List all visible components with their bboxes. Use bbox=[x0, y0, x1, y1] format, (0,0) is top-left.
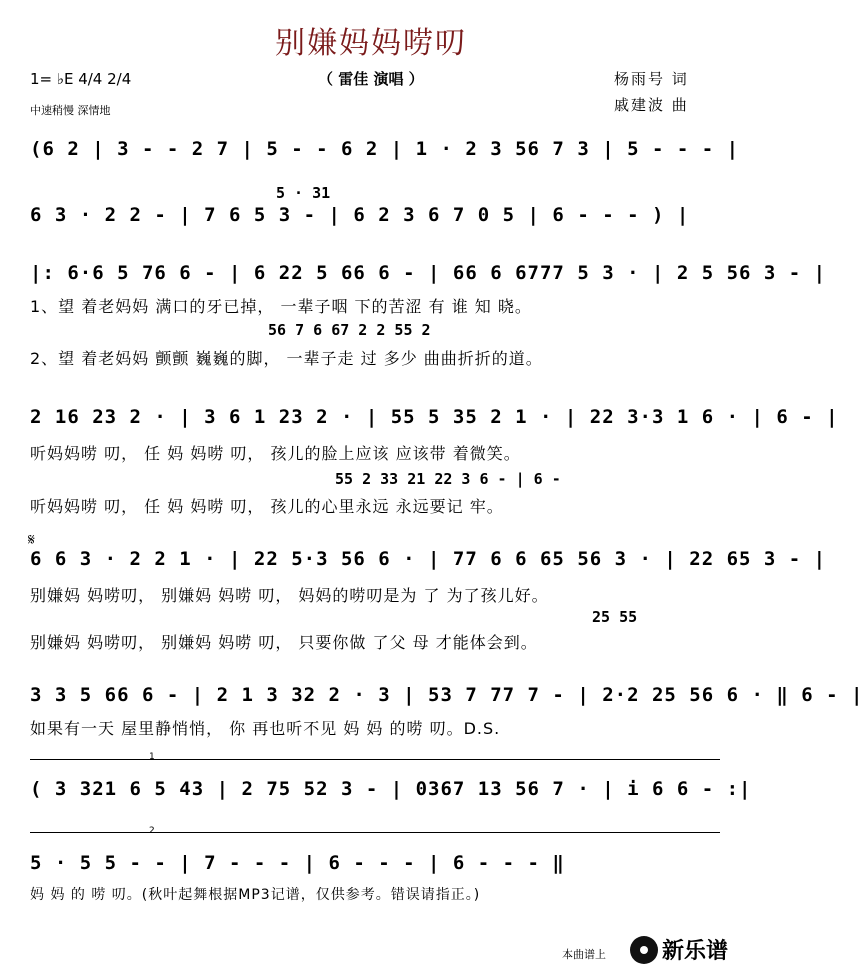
score-line-3: |: 6·6 5 76 6 - | 6 22 5 66 6 - | 66 6 6777 5 3 · | 2 5 56 3 - | bbox=[30, 262, 827, 284]
lyric-line-6: 如果有一天 屋里静悄悄， 你 再也听不见 妈 妈 的唠 叨。D.S. bbox=[30, 719, 501, 738]
lyric-line-3-verse-2: 2、望 着老妈妈 颤颤 巍巍的脚， 一辈子走 过 多少 曲曲折折的道。 bbox=[30, 349, 543, 368]
score-line-4-verse-2: 55 2 33 21 22 3 6 - | 6 - bbox=[335, 470, 561, 488]
segno-sign: 𝄋 bbox=[28, 530, 35, 549]
score-line-6: 3 3 5 66 6 - | 2 1 3 32 2 · 3 | 53 7 77 7 - | 2·2 25 56 6 · ‖ 6 - | bbox=[30, 684, 863, 706]
score-line-7: ( 3 321 6 5 43 | 2 75 52 3 - | 0367 13 56 7 · | i 6 6 - :| bbox=[30, 778, 752, 800]
site-logo[interactable] bbox=[630, 934, 728, 965]
volta-1-number: 1 bbox=[149, 752, 155, 762]
score-line-4: 2 16 23 2 · | 3 6 1 23 2 · | 55 5 35 2 1 · | 22 3·3 1 6 · | 6 - | bbox=[30, 406, 839, 428]
lyric-line-4-verse-1: 听妈妈唠 叨， 任 妈 妈唠 叨， 孩儿的脸上应该 应该带 着微笑。 bbox=[30, 444, 521, 463]
lyric-line-5-verse-2: 别嫌妈 妈唠叨， 别嫌妈 妈唠 叨， 只要你做 了父 母 才能体会到。 bbox=[30, 633, 538, 652]
lyric-line-4-verse-2: 听妈妈唠 叨， 任 妈 妈唠 叨， 孩儿的心里永远 永远要记 牢。 bbox=[30, 497, 504, 516]
composer-credit: 戚建波 曲 bbox=[614, 96, 689, 114]
record-disc-icon bbox=[630, 936, 658, 964]
lyricist-credit: 杨雨号 词 bbox=[614, 70, 689, 88]
lyric-line-8: 妈 妈 的 唠 叨。(秋叶起舞根据MP3记谱，仅供参考。错误请指正。) bbox=[30, 887, 481, 903]
score-line-2-upper: 5 · 31 bbox=[276, 184, 331, 202]
score-line-8: 5 · 5 5 - - | 7 - - - | 6 - - - | 6 - - - ‖ bbox=[30, 852, 565, 874]
score-line-5: 6 6 3 · 2 2 1 · | 22 5·3 56 6 · | 77 6 6 65 56 3 · | 22 65 3 - | bbox=[30, 548, 827, 570]
song-title: 别嫌妈妈唠叨 bbox=[275, 26, 467, 61]
score-line-2: 6 3 · 2 2 - | 7 6 5 3 - | 6 2 3 6 7 0 5 | 6 - - - ) | bbox=[30, 204, 690, 226]
lyric-line-5-verse-1: 别嫌妈 妈唠叨， 别嫌妈 妈唠 叨， 妈妈的唠叨是为 了 为了孩儿好。 bbox=[30, 586, 549, 605]
volta-2-number: 2 bbox=[149, 826, 155, 836]
brand-name: 新乐谱 bbox=[661, 939, 728, 964]
volta-2-bracket bbox=[30, 832, 720, 833]
key-signature: 1= ♭E 4/4 2/4 bbox=[30, 70, 132, 88]
footer-note: 本曲谱上 bbox=[562, 948, 606, 961]
singer-credit: （ 雷佳 演唱 ） bbox=[318, 70, 424, 88]
score-line-1: (6 2 | 3 - - 2 7 | 5 - - 6 2 | 1 · 2 3 56 7 3 | 5 - - - | bbox=[30, 138, 740, 160]
score-line-5-verse-2: 25 55 bbox=[592, 608, 638, 626]
lyric-line-3-verse-1: 1、望 着老妈妈 满口的牙已掉， 一辈子咽 下的苦涩 有 谁 知 晓。 bbox=[30, 297, 532, 316]
volta-1-bracket bbox=[30, 759, 720, 760]
score-line-3-verse-2: 56 7 6 67 2 2 55 2 bbox=[268, 321, 431, 339]
tempo-marking: 中速稍慢 深情地 bbox=[30, 104, 111, 117]
